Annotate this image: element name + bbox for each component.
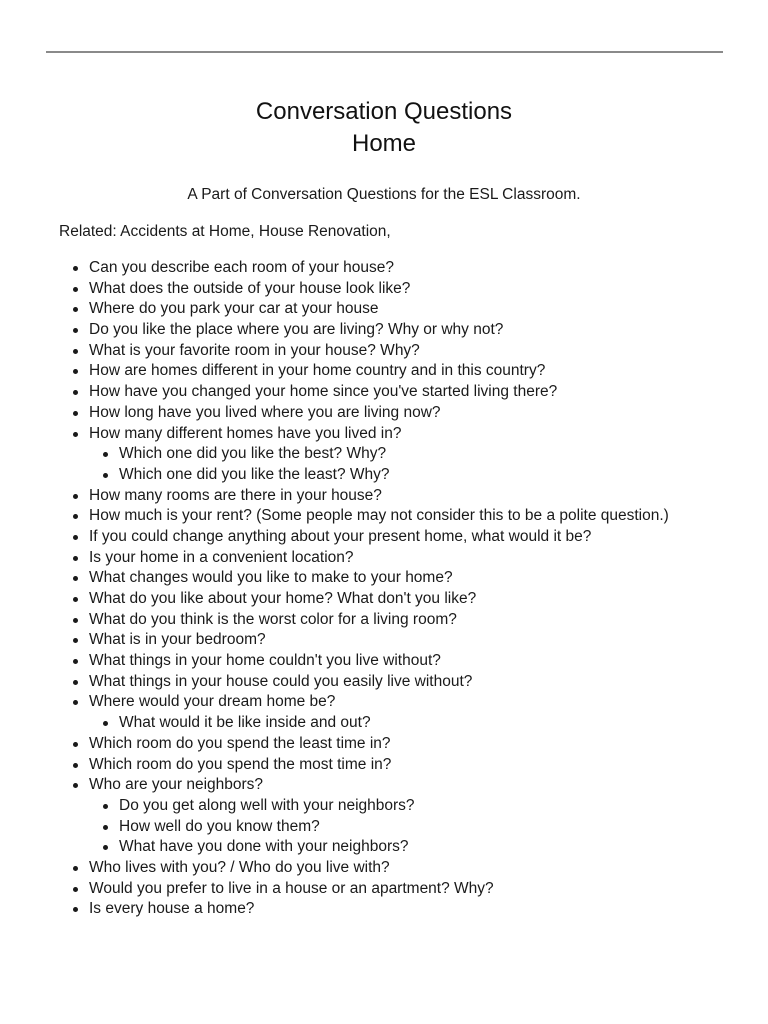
bullet-icon xyxy=(73,638,78,643)
question-text: If you could change anything about your present home, what would it be? xyxy=(89,527,592,545)
question-text: Where would your dream home be? xyxy=(89,693,336,711)
question-text: Can you describe each room of your house? xyxy=(89,259,395,276)
question-item xyxy=(0,879,768,900)
question-text: What things in your home couldn't you live without? xyxy=(89,652,441,670)
question-text: Which room do you spend the most time in? xyxy=(89,755,392,773)
question-item xyxy=(0,858,768,879)
bullet-icon xyxy=(73,535,78,540)
question-text: How are homes different in your home country and in this country? xyxy=(89,362,546,380)
sub-question-item xyxy=(0,817,768,838)
question-item xyxy=(0,568,768,589)
bullet-icon xyxy=(73,411,78,416)
question-text: Is every house a home? xyxy=(89,900,255,918)
bullet-icon xyxy=(73,763,78,768)
sub-question-item xyxy=(0,444,768,465)
bullet-icon xyxy=(73,742,78,747)
question-item xyxy=(0,486,768,507)
bullet-icon xyxy=(73,349,78,354)
bullet-icon xyxy=(73,659,78,664)
bullet-icon xyxy=(103,845,108,850)
question-text: Who lives with you? / Who do you live with? xyxy=(89,858,390,876)
bullet-icon xyxy=(73,266,78,271)
question-item xyxy=(0,651,768,672)
question-item xyxy=(0,610,768,631)
bullet-icon xyxy=(103,721,108,726)
question-text: Do you get along well with your neighbors? xyxy=(119,796,415,814)
bullet-icon xyxy=(73,556,78,561)
bullet-icon xyxy=(73,887,78,892)
sub-question-item xyxy=(0,713,768,734)
question-text: Which one did you like the least? Why? xyxy=(119,465,390,483)
page-title xyxy=(0,96,768,160)
page-subtitle: A Part of Conversation Questions for the ESL Classroom. xyxy=(187,186,581,203)
question-text: What would it be like inside and out? xyxy=(119,714,371,732)
sub-question-item xyxy=(0,465,768,486)
bullet-icon xyxy=(73,514,78,519)
question-item xyxy=(0,548,768,569)
question-text: Do you like the place where you are living? Why or why not? xyxy=(89,321,504,339)
bullet-icon xyxy=(103,804,108,809)
question-text: Would you prefer to live in a house or an apartment? Why? xyxy=(89,879,494,897)
question-item xyxy=(0,382,768,403)
question-item xyxy=(0,775,768,796)
question-text: What changes would you like to make to your home? xyxy=(89,569,453,587)
title-line-main: Conversation Questions xyxy=(255,98,513,125)
question-item xyxy=(0,506,768,527)
question-text: What is your favorite room in your house? Why? xyxy=(89,341,420,359)
question-item xyxy=(0,299,768,320)
question-item xyxy=(0,320,768,341)
bullet-icon xyxy=(103,452,108,457)
bullet-icon xyxy=(103,473,108,478)
question-text: How many rooms are there in your house? xyxy=(89,486,382,504)
question-text: What do you like about your home? What don't you like? xyxy=(89,590,477,607)
question-text: How long have you lived where you are living now? xyxy=(89,403,441,421)
question-text: Which room do you spend the least time in? xyxy=(89,734,391,752)
question-text: What do you think is the worst color for a living room? xyxy=(89,610,457,628)
title-line-topic: Home xyxy=(351,130,417,157)
question-item xyxy=(0,630,768,651)
question-text: How many different homes have you lived in? xyxy=(89,424,402,442)
page-top-divider xyxy=(46,51,723,53)
question-text: What does the outside of your house look like? xyxy=(89,279,411,297)
question-text: Which one did you like the best? Why? xyxy=(119,445,387,463)
question-item xyxy=(0,899,768,920)
sub-question-item xyxy=(0,837,768,858)
bullet-icon xyxy=(73,700,78,705)
question-text: Is your home in a convenient location? xyxy=(89,548,354,566)
question-list xyxy=(0,258,768,920)
question-text: What things in your house could you easily live without? xyxy=(89,672,473,690)
bullet-icon xyxy=(73,369,78,374)
question-item xyxy=(0,403,768,424)
bullet-icon xyxy=(73,680,78,685)
bullet-icon xyxy=(73,783,78,788)
question-item xyxy=(0,692,768,713)
bullet-icon xyxy=(73,432,78,437)
question-item xyxy=(0,279,768,300)
bullet-icon xyxy=(73,494,78,499)
bullet-icon xyxy=(73,328,78,333)
related-topics: Related: Accidents at Home, House Renovation, xyxy=(59,223,391,240)
question-text: What have you done with your neighbors? xyxy=(119,838,409,856)
question-text: What is in your bedroom? xyxy=(89,631,266,649)
question-item xyxy=(0,734,768,755)
question-text: How well do you know them? xyxy=(119,817,320,835)
question-item xyxy=(0,755,768,776)
bullet-icon xyxy=(73,907,78,912)
question-item xyxy=(0,258,768,279)
bullet-icon xyxy=(73,618,78,623)
question-text: Where do you park your car at your house xyxy=(89,300,379,318)
bullet-icon xyxy=(73,866,78,871)
bullet-icon xyxy=(73,576,78,581)
bullet-icon xyxy=(103,825,108,830)
bullet-icon xyxy=(73,287,78,292)
bullet-icon xyxy=(73,307,78,312)
sub-question-item xyxy=(0,796,768,817)
bullet-icon xyxy=(73,390,78,395)
question-item xyxy=(0,589,768,610)
question-item xyxy=(0,361,768,382)
question-text: Who are your neighbors? xyxy=(89,776,264,794)
question-text: How much is your rent? (Some people may not consider this to be a polite question.) xyxy=(89,507,669,525)
question-text: How have you changed your home since you've started living there? xyxy=(89,383,558,401)
question-item xyxy=(0,341,768,362)
bullet-icon xyxy=(73,597,78,602)
question-item xyxy=(0,527,768,548)
question-item xyxy=(0,672,768,693)
question-item xyxy=(0,424,768,445)
